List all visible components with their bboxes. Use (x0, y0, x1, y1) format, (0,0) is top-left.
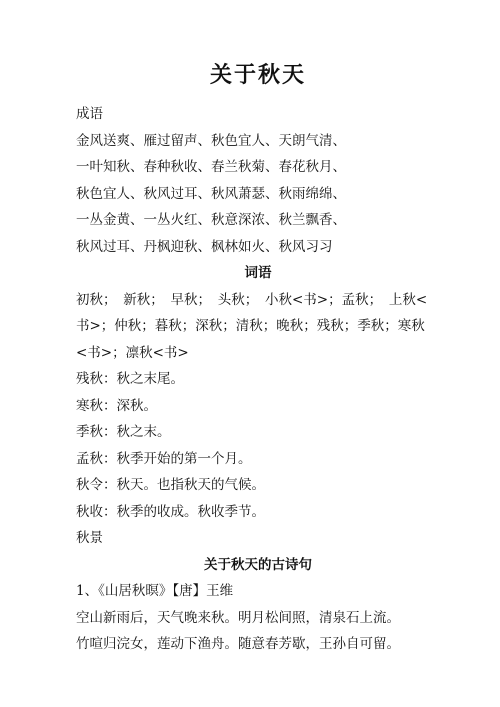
section-heading-words: 词语 (244, 265, 272, 281)
idiom-line: 秋色宜人、秋风过耳、秋风萧瑟、秋雨绵绵、 (76, 185, 346, 202)
definition-line: 孟秋：秋季开始的第一个月。 (76, 450, 252, 467)
section-heading-poems: 关于秋天的古诗句 (204, 556, 312, 573)
section-heading-idioms: 成语 (76, 106, 103, 122)
definition-line: 秋景 (76, 530, 103, 546)
definition-line: 季秋：秋之末。 (76, 424, 171, 440)
idiom-line: 一叶知秋、春种秋收、春兰秋菊、春花秋月、 (76, 159, 346, 175)
idiom-line: 一丛金黄、一丛火红、秋意深浓、秋兰飘香、 (76, 212, 346, 228)
section-poems (76, 552, 440, 658)
poem-title-line: 1、《山居秋暝》【唐】王维 (76, 583, 234, 599)
section-words (76, 260, 440, 552)
definition-line: 残秋：秋之末尾。 (76, 371, 184, 387)
definition-line: 秋令：秋天。也指秋天的气候。 (76, 477, 265, 493)
idiom-line: 金风送爽、雁过留声、秋色宜人、天朗气清、 (76, 132, 346, 149)
definition-line: 秋收：秋季的收成。秋收季节。 (76, 503, 265, 520)
word-line: <书>；凛秋<书> (76, 344, 189, 361)
poem-line: 竹喧归浣女，莲动下渔舟。随意春芳歇，王孙自可留。 (76, 636, 400, 652)
poem-line: 空山新雨后，天气晚来秋。明月松间照，清泉石上流。 (76, 609, 400, 626)
word-line: 初秋； 新秋； 早秋； 头秋； 小秋<书>；孟秋； 上秋< (76, 291, 428, 308)
document-title: 关于秋天 (209, 62, 306, 88)
word-line: 书>；仲秋；暮秋；深秋；清秋；晚秋；残秋；季秋；寒秋 (76, 318, 425, 334)
idiom-line: 秋风过耳、丹枫迎秋、枫林如火、秋风习习 (76, 238, 333, 255)
definition-line: 寒秋：深秋。 (76, 397, 157, 414)
section-idioms (76, 101, 440, 260)
